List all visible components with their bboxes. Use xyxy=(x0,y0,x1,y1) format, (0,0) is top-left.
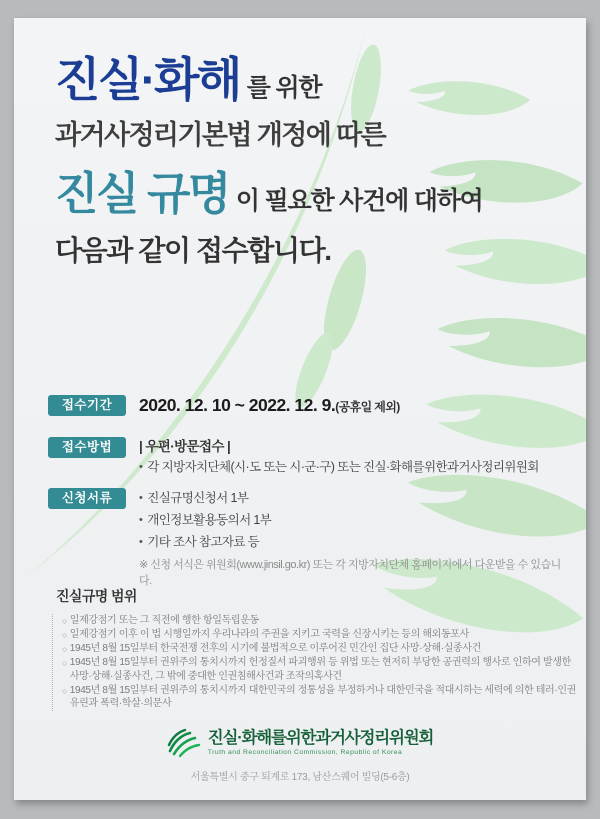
row-submission-period xyxy=(48,394,568,417)
bullet-marker: • xyxy=(139,536,143,548)
scope-item-text: 1945년 8월 15일부터 권위주의 통치시까지 헌정질서 파괴행위 등 위법 또는 현저히 부당한 공권력의 행사로 인하여 발생한 사망·상해·실종사건, 그 밖에 중대한 인권침해사건과 조작의혹사건 xyxy=(69,657,571,682)
method-bullet-text: 각 지방자치단체(시·도 또는 시·군·구) 또는 진실·화해를위한과거사정리위원회 xyxy=(147,460,539,474)
circle-marker: ○ xyxy=(62,616,67,626)
circle-marker: ○ xyxy=(62,644,67,654)
bullet-marker: • xyxy=(139,492,143,504)
circle-marker: ○ xyxy=(62,685,67,696)
scope-item xyxy=(62,614,576,628)
scope-item-text: 1945년 8월 15일부터 권위주의 통치시까지 대한민국의 정통성을 부정하거나 대한민국을 적대시하는 세력에 의한 테러·인권유린과 폭력·학살·의문사 xyxy=(69,684,576,710)
circle-marker: ○ xyxy=(62,630,67,640)
scope-item-text: 일제강점기 또는 그 직전에 행한 항일독립운동 xyxy=(69,615,259,626)
commission-name-english: Truth and Reconciliation Commission, Republic of Korea xyxy=(207,749,403,757)
method-content xyxy=(139,436,539,478)
title-line-3-rest: 이 필요한 사건에 대하여 xyxy=(235,186,483,215)
title-line-1 xyxy=(55,54,483,106)
period-value-line xyxy=(139,394,400,417)
document-item xyxy=(139,487,568,509)
info-section xyxy=(48,394,568,588)
document-item-text: 진실규명신청서 1부 xyxy=(147,491,249,505)
title-line-2: 과거사정리기본법 개정에 따른 xyxy=(55,119,386,150)
scope-item xyxy=(62,628,576,642)
bullet-marker: • xyxy=(139,461,143,473)
scope-item-text: 1945년 8월 15일부터 한국전쟁 전후의 시기에 불법적으로 이루어진 민간인 집단 사망·상해·실종사건 xyxy=(69,643,481,654)
poster xyxy=(14,18,586,800)
documents-badge: 신청서류 xyxy=(48,488,126,509)
scope-item xyxy=(62,642,576,656)
scope-heading: 진실규명 범위 xyxy=(56,588,137,604)
commission-logo xyxy=(14,728,586,758)
title-block xyxy=(55,54,483,269)
footer xyxy=(14,728,586,783)
period-dates: 2020. 12. 10 ~ 2022. 12. 9. xyxy=(139,395,336,415)
bullet-marker: • xyxy=(139,514,143,526)
title-line-3 xyxy=(55,169,483,219)
commission-name-korean: 진실·화해를위한과거사정리위원회 xyxy=(207,728,434,747)
document-item-text: 기타 조사 참고자료 등 xyxy=(147,535,260,549)
title-line-1-rest: 를 위한 xyxy=(246,74,322,102)
commission-address: 서울특별시 중구 퇴계로 173, 남산스퀘어 빌딩(5-6층) xyxy=(190,772,410,783)
download-note: ※ 신청 서식은 위원회(www.jinsil.go.kr) 또는 각 지방자치단체 홈페이지에서 다운받을 수 있습니다. xyxy=(139,559,561,587)
circle-marker: ○ xyxy=(62,658,67,668)
title-keyword-truth-finding: 진실 규명 xyxy=(55,167,229,219)
scope-item xyxy=(62,656,576,684)
row-required-documents xyxy=(48,487,568,588)
scope-item xyxy=(62,684,576,712)
scope-section xyxy=(48,586,576,711)
method-title: | 우편·방문접수 | xyxy=(139,439,231,454)
method-bullet xyxy=(139,457,539,478)
period-badge: 접수기간 xyxy=(48,395,126,416)
document-item xyxy=(139,509,568,531)
document-item xyxy=(139,531,568,553)
commission-name-block xyxy=(208,730,433,756)
period-holiday-note: (공휴일 제외) xyxy=(335,400,400,414)
method-badge: 접수방법 xyxy=(48,437,126,458)
scope-item-text: 일제강점기 이후 이 법 시행일까지 우리나라의 주권을 지키고 국력을 신장시키는 등의 해외동포사 xyxy=(69,629,469,640)
title-keyword-truth-reconciliation: 진실·화해 xyxy=(55,53,240,106)
commission-leaf-icon xyxy=(167,728,201,758)
row-submission-method xyxy=(48,436,568,478)
documents-content xyxy=(139,487,568,588)
scope-list xyxy=(52,614,576,711)
title-line-4: 다음과 같이 접수합니다. xyxy=(55,235,331,267)
document-item-text: 개인정보활용동의서 1부 xyxy=(147,513,272,527)
